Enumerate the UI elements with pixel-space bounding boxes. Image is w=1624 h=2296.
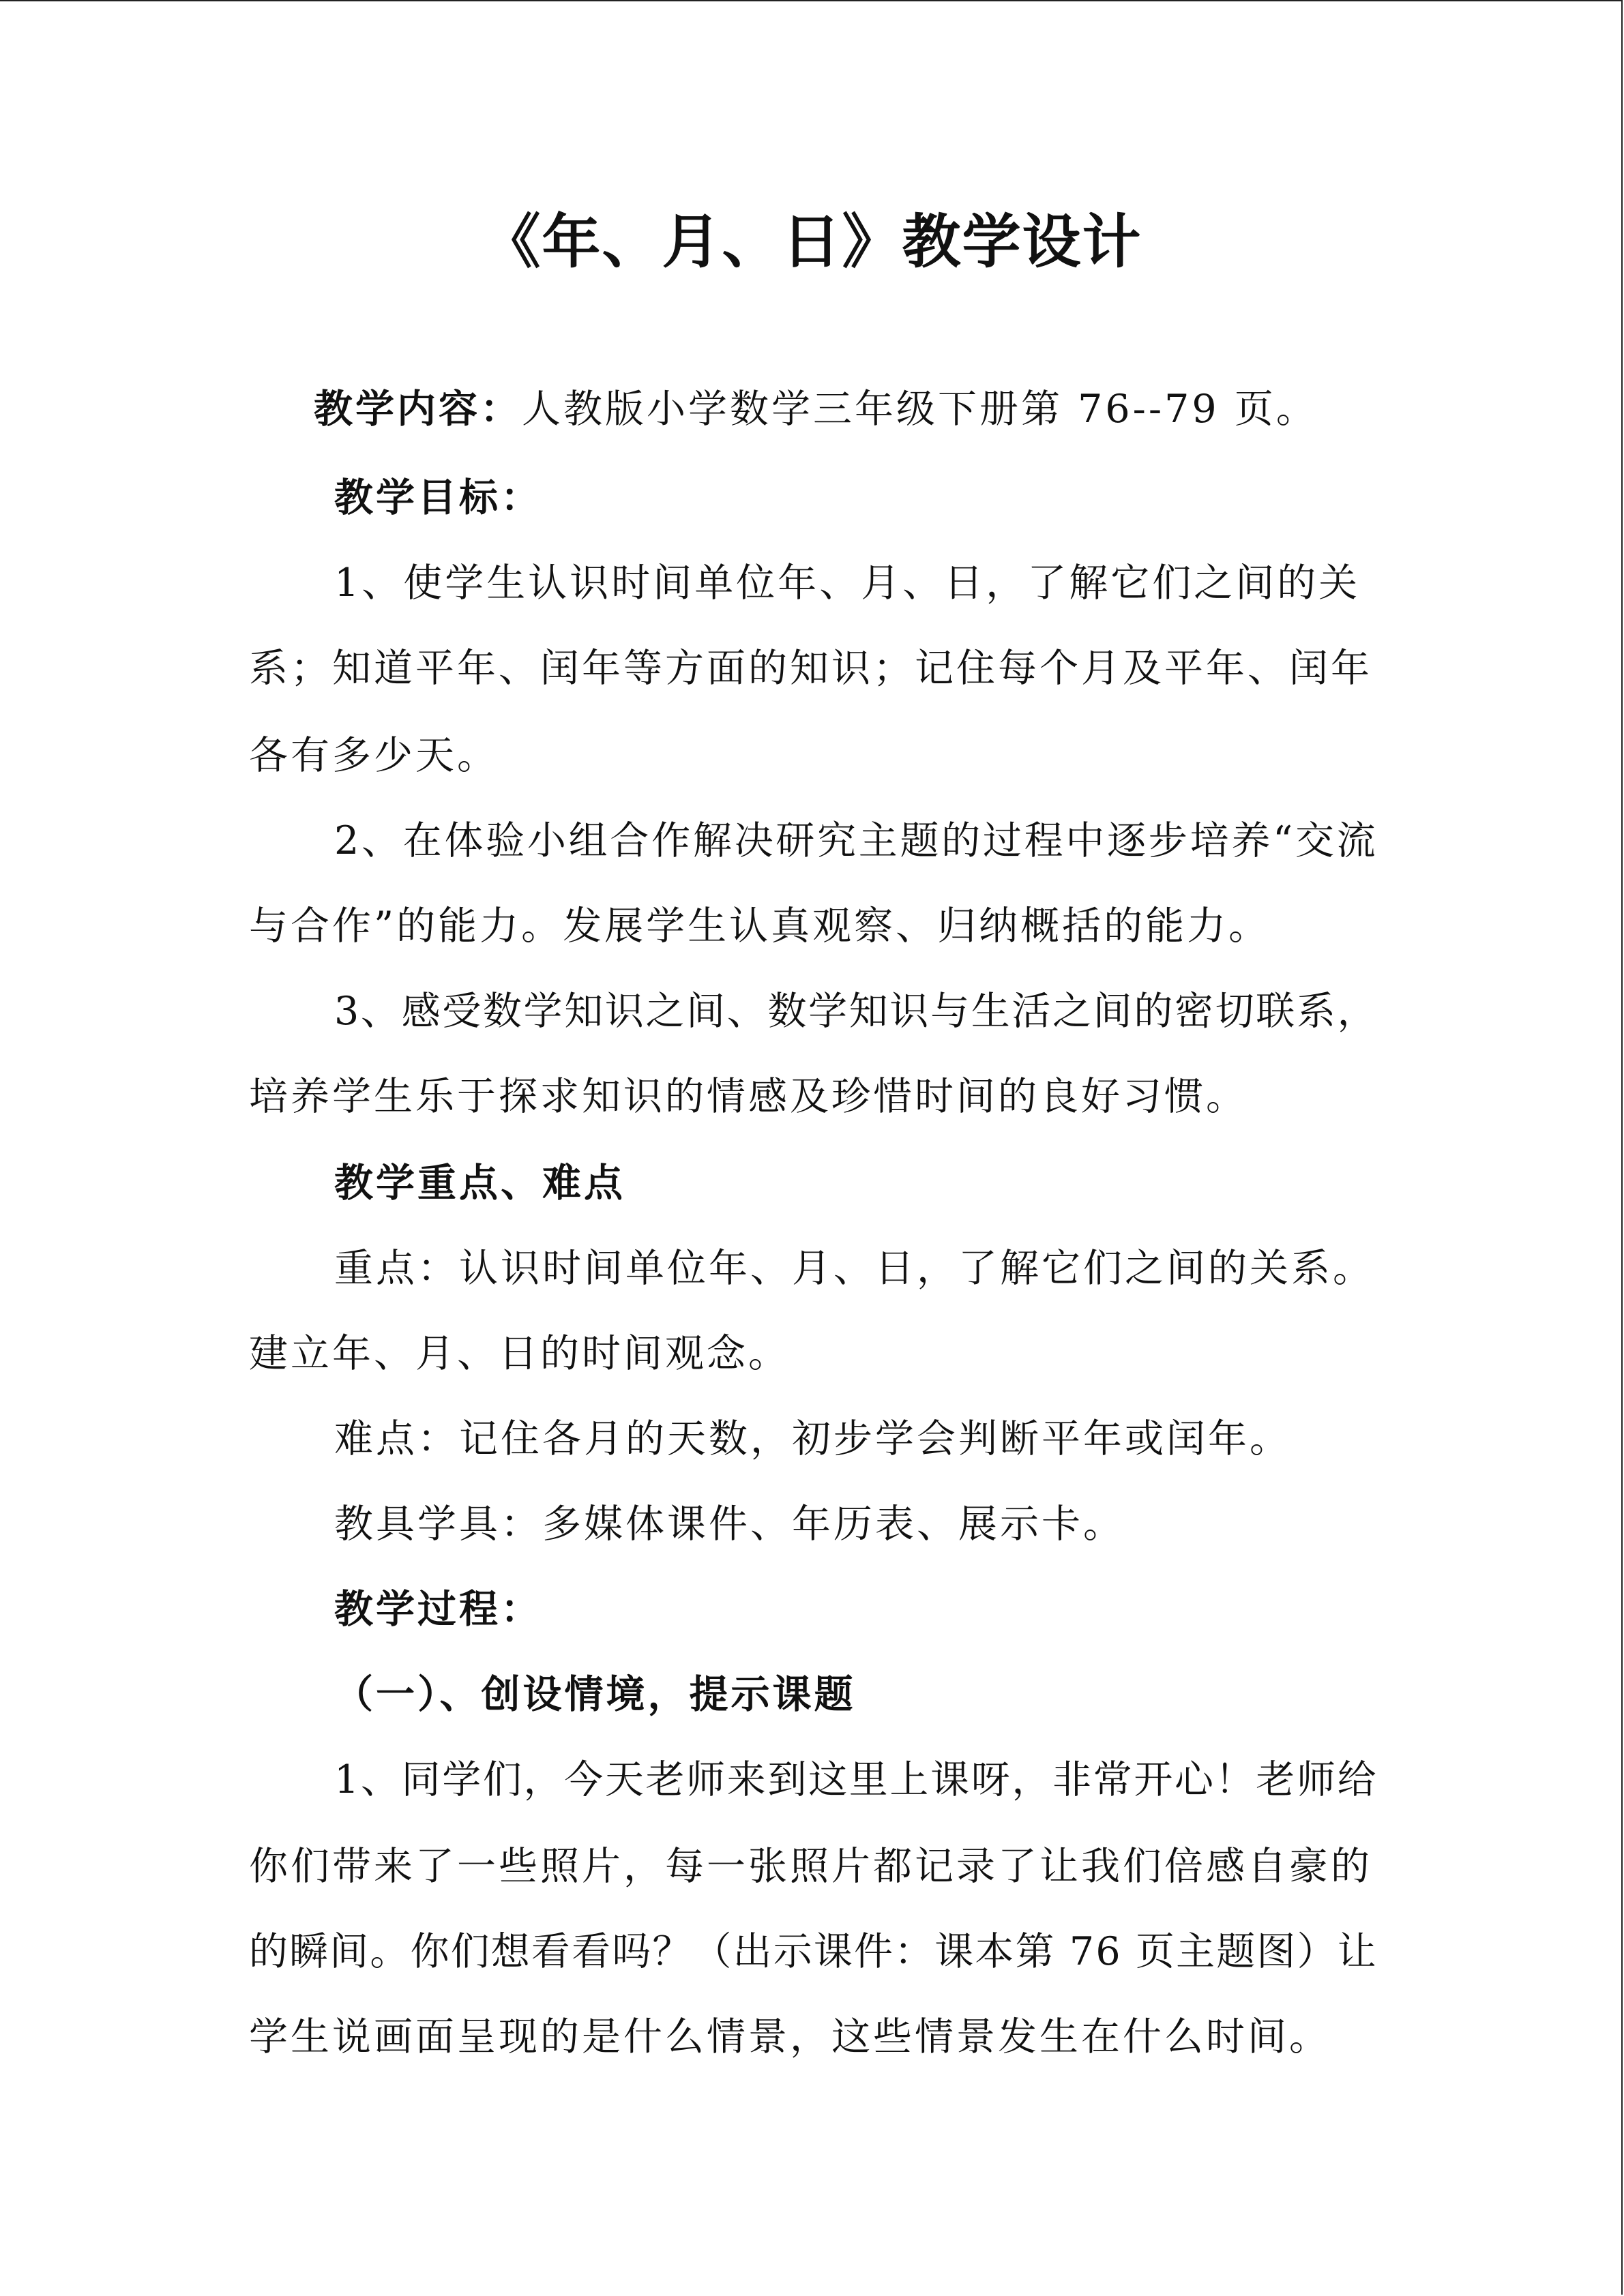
section-1-para-line-1: 1、同学们，今天老师来到这里上课呀，非常开心！老师给 [334, 1757, 1378, 1802]
section-1-para-line-2: 你们带来了一些照片，每一张照片都记录了让我们倍感自豪的 [249, 1844, 1372, 1889]
difficulty-line: 难点：记住各月的天数，初步学会判断平年或闰年。 [334, 1416, 1291, 1461]
key-point-line-2: 建立年、月、日的时间观念。 [249, 1331, 790, 1376]
section-1-heading: （一）、创设情境，提示课题 [334, 1672, 856, 1717]
objective-1-line-1: 1、使学生认识时间单位年、月、日，了解它们之间的关 [334, 561, 1361, 606]
objective-1-line-2: 系；知道平年、闰年等方面的知识；记住每个月及平年、闰年 [249, 646, 1372, 691]
objectives-heading: 教学目标： [334, 475, 542, 520]
page-title: 《年、月、日》教学设计 [482, 208, 1142, 276]
section-1-para-line-4: 学生说画面呈现的是什么情景，这些情景发生在什么时间。 [249, 2014, 1331, 2059]
key-point-line-1: 重点：认识时间单位年、月、日，了解它们之间的关系。 [334, 1246, 1374, 1291]
content-label: 教学内容： [314, 387, 522, 432]
objective-1-line-3: 各有多少天。 [249, 733, 499, 778]
tools-line: 教具学具：多媒体课件、年历表、展示卡。 [334, 1502, 1125, 1547]
process-heading: 教学过程： [334, 1587, 542, 1632]
objective-3-line-2: 培养学生乐于探求知识的情感及珍惜时间的良好习惯。 [249, 1074, 1247, 1119]
section-1-para-line-3: 的瞬间。你们想看看吗？（出示课件：课本第 76 页主题图）让 [249, 1929, 1378, 1974]
content-line [314, 382, 1318, 436]
key-points-heading: 教学重点、难点 [334, 1161, 625, 1206]
content-text: 人教版小学数学三年级下册第 76--79 页。 [522, 387, 1318, 432]
objective-2-line-2: 与合作”的能力。发展学生认真观察、归纳概括的能力。 [249, 904, 1271, 949]
objective-2-line-1: 2、在体验小组合作解决研究主题的过程中逐步培养“交流 [334, 818, 1378, 863]
objective-3-line-1: 3、感受数学知识之间、数学知识与生活之间的密切联系， [334, 989, 1378, 1034]
